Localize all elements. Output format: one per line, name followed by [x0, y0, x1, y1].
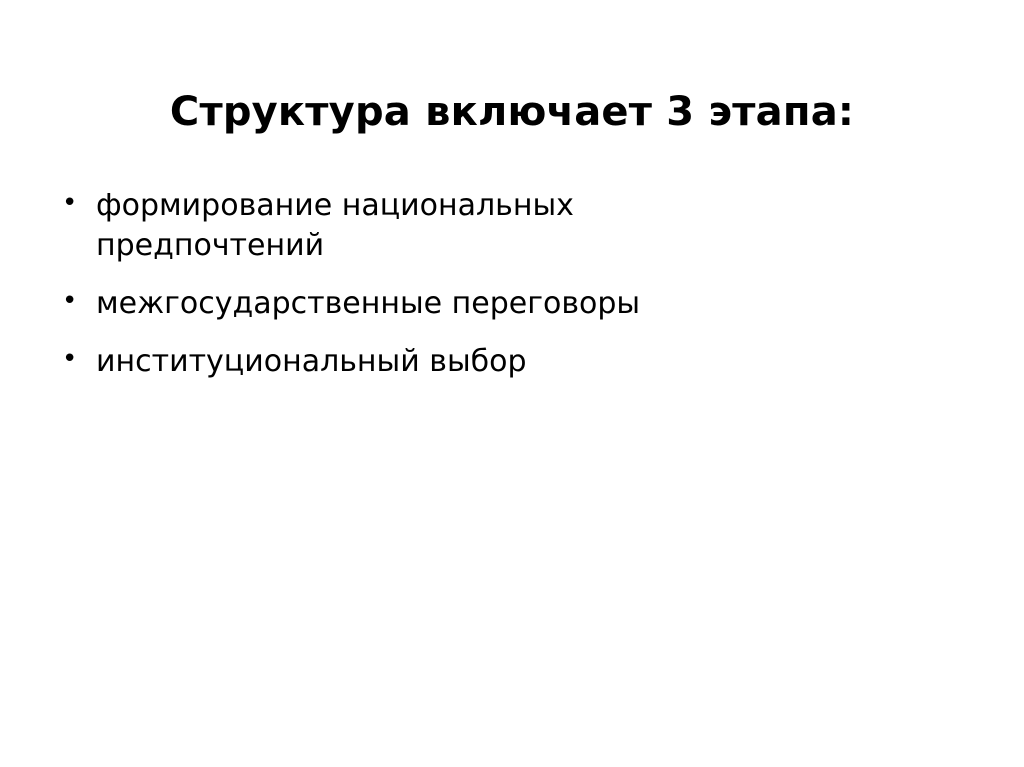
page-title: Структура включает 3 этапа:: [169, 88, 855, 135]
list-item: [52, 284, 912, 324]
list-item-label: формирование национальных предпочтений: [96, 188, 574, 263]
list-item-label: институциональный выбор: [96, 343, 527, 379]
bullet-list: [52, 186, 912, 400]
list-item: [52, 342, 912, 382]
list-item: [52, 186, 912, 266]
list-item-label: межгосударственные переговоры: [96, 285, 641, 321]
bullet-icon: •: [62, 343, 78, 374]
bullet-icon: •: [62, 285, 78, 316]
bullet-icon: •: [62, 188, 78, 218]
